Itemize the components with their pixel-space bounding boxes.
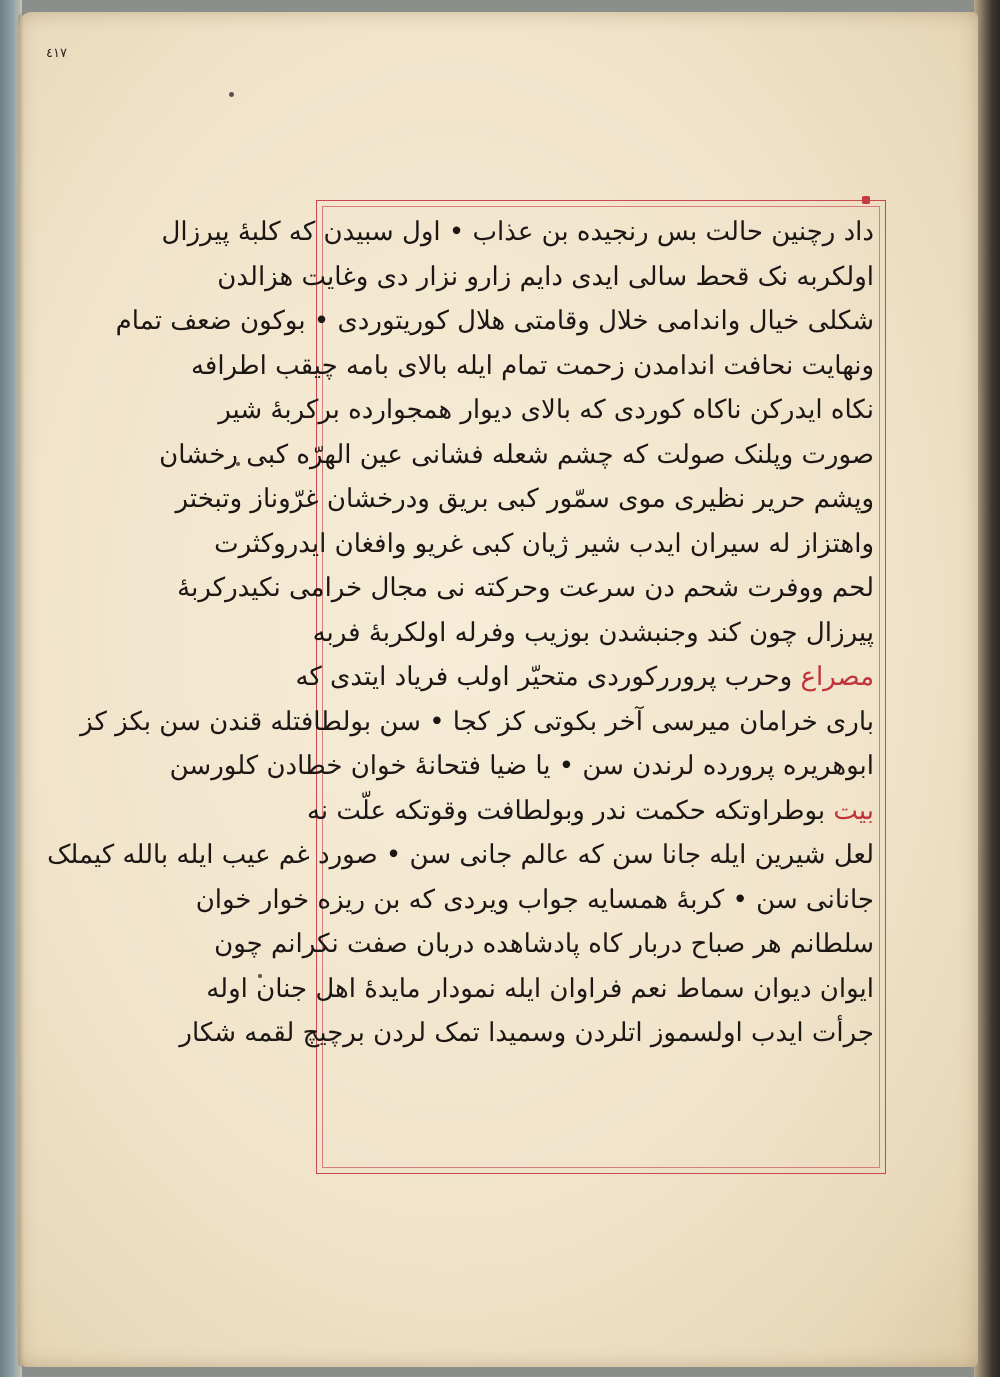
text-line: واهتزاز له سیران ایدب شیر ژیان کبی غریو وافغان ایدروکثرت bbox=[214, 528, 874, 559]
text-line: صورت وپلنک صولت که چشم شعله فشانی عین الهرّه کبی رخشان bbox=[159, 439, 874, 470]
text-line-with-rubric bbox=[306, 789, 876, 834]
text-line: اولکربه نک قحط سالی ایدی دایم زارو نزار دی وغایت هزالدن bbox=[217, 261, 874, 292]
rubric-beyt: بیت bbox=[833, 795, 874, 826]
text-line: باری خرامان میرسی آخر بکوتی کز کجا • سن بولطافتله قندن سن بکز کز bbox=[80, 706, 874, 737]
text-line: ونهایت نحافت اندامدن زحمت تمام ایله بالای بامه چیقب اطرافه bbox=[190, 350, 874, 381]
folio-number: ٤١٧ bbox=[46, 46, 67, 61]
frame-corner-ornament bbox=[862, 196, 870, 204]
text-line: لعل شیرین ایله جانا سن که عالم جانی سن • صورد غم عیب ایله بالله کیملک bbox=[47, 840, 874, 870]
paper-speck bbox=[229, 92, 234, 97]
text-line: شکلی خیال واندامی خلال وقامتی هلال کوریتوردی • بوکون ضعف تمام bbox=[115, 306, 874, 336]
text-line: لحم ووفرت شحم دن سرعت وحرکته نی مجال خرامی نکیدرکربهٔ bbox=[177, 573, 874, 603]
text-line: داد رچنین حالت بس رنجیده بن عذاب • اول سبیدن که کلبهٔ پیرزال bbox=[161, 217, 874, 247]
text-line-content: بوطراوتکه حکمت ندر وبولطافت وقوتکه علّت نه bbox=[306, 795, 826, 826]
text-line-content: وحرب پروررکوردی متحیّر اولب فریاد ایتدی که bbox=[295, 662, 793, 692]
text-line: وپشم حریر نظیری موی سمّور کبی بریق ودرخشان غرّوناز وتبختر bbox=[175, 484, 874, 514]
text-line-with-rubric bbox=[295, 655, 876, 700]
text-line: نکاه ایدرکن ناکاه کوردی که بالای دیوار همجوارده برکربهٔ شیر bbox=[218, 395, 874, 425]
text-line: پیرزال چون کند وجنبشدن بوزیب وفرله اولکربهٔ فربه bbox=[312, 617, 874, 648]
text-line: جانانی سن • کربهٔ همسایه جواب ویردی که بن ریزه خوار خوان bbox=[195, 884, 874, 915]
text-line: سلطانم هر صباح دربار کاه پادشاهده دربان صفت نکرانم چون bbox=[214, 929, 874, 959]
text-line: جرأت ایدب اولسموز اتلردن وسمیدا تمک لردن برچیچ لقمه شکار bbox=[179, 1018, 874, 1048]
page-gutter-shadow bbox=[18, 12, 24, 1367]
text-line: ایوان دیوان سماط نعم فراوان ایله نمودار مایدهٔ اهل جنان اوله bbox=[206, 973, 874, 1004]
text-line: ابوهریره پرورده لرندن سن • یا ضیا فتحانهٔ خوان خطادن کلورسن bbox=[169, 751, 874, 781]
manuscript-text-block bbox=[47, 210, 876, 1056]
rubric-misra: مصراع bbox=[800, 662, 874, 692]
